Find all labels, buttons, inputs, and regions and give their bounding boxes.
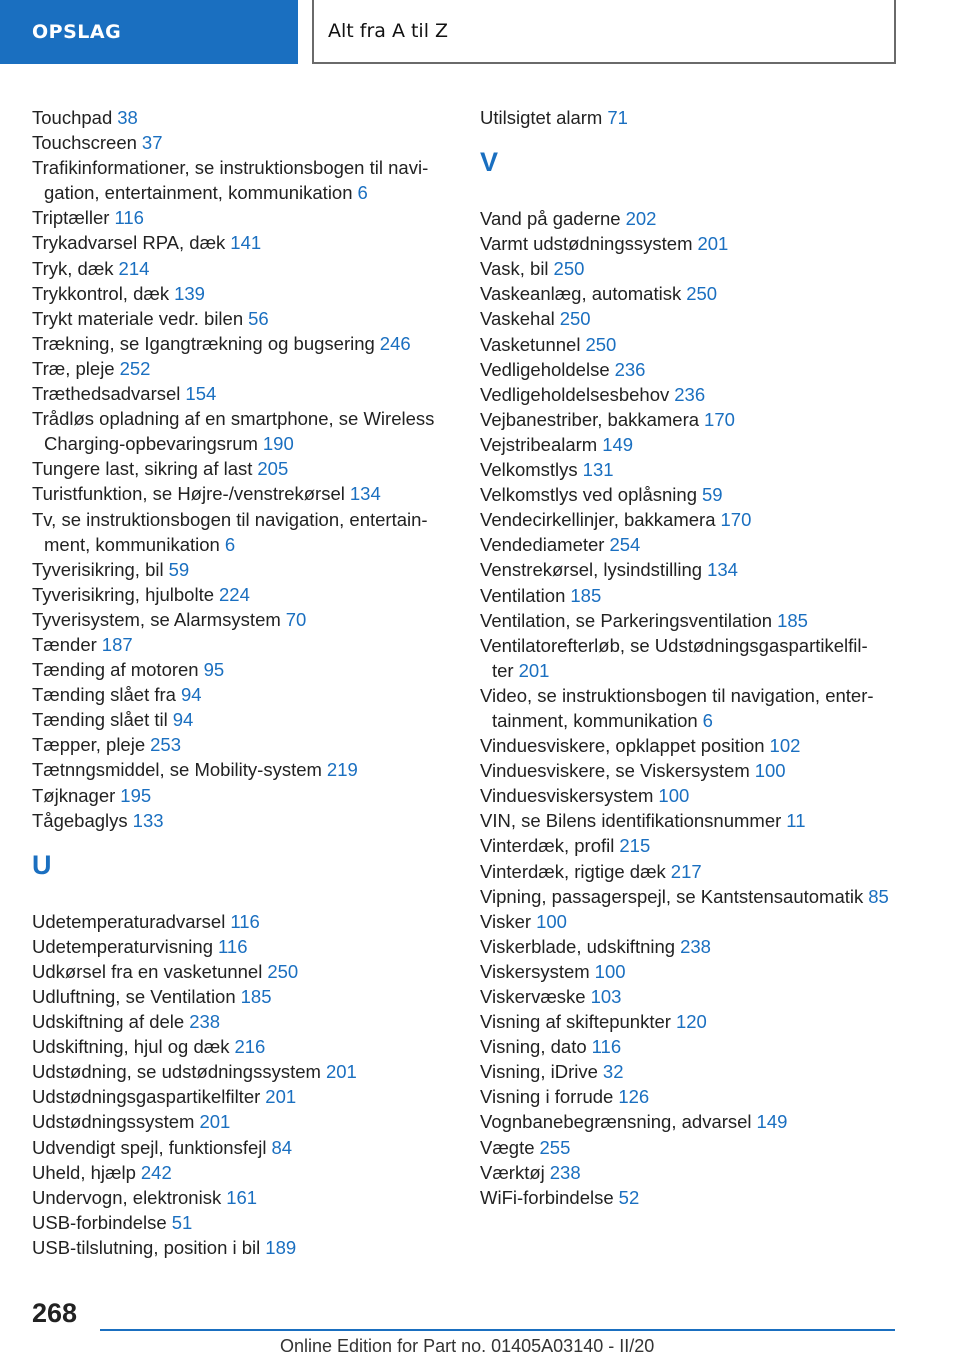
index-page-link[interactable]: 170 [720,509,752,531]
index-page-link[interactable]: 52 [618,1186,640,1208]
index-entry [480,884,910,909]
page-title: Alt fra A til Z [312,0,896,64]
index-page-link[interactable]: 149 [602,433,634,455]
index-entry-text: Udvendigt spejl, funktionsfejl [32,1136,267,1158]
index-entry-text: Vendecirkellinjer, bakkamera [480,509,716,531]
index-entry-text: Vognbanebegrænsning, advarsel [480,1111,752,1133]
index-entry-text: Trækning, se Igangtrækning og bugsering [32,332,375,354]
index-entry [32,632,462,657]
index-entry-text: Tryk, dæk [32,257,114,279]
index-letter-heading: U [32,849,52,880]
index-entry-text: Vejstribealarm [480,433,598,455]
index-entry-text: Utilsigtet alarm [480,107,603,128]
index-entry-text: Touchpad [32,107,113,128]
index-entry [480,1135,910,1160]
index-page-link[interactable]: 103 [590,986,622,1007]
index-page-link[interactable]: 219 [326,759,358,781]
index-page-link[interactable]: 252 [119,357,151,379]
index-page-link[interactable]: 133 [132,809,164,831]
index-entry [480,1160,910,1185]
index-entry [32,456,462,481]
index-entry [480,1185,910,1210]
index-page-link[interactable]: 116 [591,1036,622,1058]
index-entry [480,306,910,331]
index-page-link[interactable]: 70 [285,608,307,630]
index-page-link[interactable]: 134 [349,483,381,505]
index-page-link[interactable]: 131 [582,459,614,481]
index-page-link[interactable]: 38 [117,107,138,128]
index-entry [480,532,910,557]
index-entry [480,758,910,783]
index-entry-text: Tungere last, sikring af last [32,458,253,480]
index-entry [32,757,462,782]
index-entry-text: Viskervæske [480,986,586,1007]
index-entry [32,281,462,306]
index-entry-text: Turistfunktion, se Højre-/venstrekørsel [32,483,345,505]
index-entry [32,657,462,682]
index-page-link[interactable]: 59 [168,558,190,580]
index-entry [32,732,462,757]
index-entry [480,683,910,733]
index-entry [32,130,462,155]
index-entry [32,707,462,732]
index-entry [32,155,462,205]
index-entry [480,256,910,281]
page-number: 268 [32,1298,78,1328]
index-page-link[interactable]: 95 [203,659,225,681]
index-entry [32,1235,462,1260]
index-entry [32,783,462,808]
index-page-link[interactable]: 187 [101,633,133,655]
index-entry-text: Vedligeholdelsesbehov [480,383,670,405]
index-entry [480,783,910,808]
index-page-link[interactable]: 202 [625,208,657,230]
index-entry [480,959,910,984]
index-page-link[interactable]: 120 [675,1011,707,1033]
index-entry [32,205,462,230]
index-page-link[interactable]: 59 [701,484,723,506]
index-entry-text: USB-forbindelse [32,1211,167,1233]
index-entry-text: Vinterdæk, rigtige dæk [480,860,666,882]
index-page-link[interactable]: 217 [670,860,702,882]
index-page-link[interactable]: 141 [230,232,262,254]
index-entry-text: Trådløs opladning af en smartphone, se Wireless Charging-opbevaringsrum [32,408,435,455]
index-letter-heading: V [480,147,499,178]
index-entry-text: Vaskehal [480,308,555,330]
index-page-link[interactable]: 214 [118,257,150,279]
index-entry-text: Tyverisikring, bil [32,558,164,580]
index-entry [32,909,462,934]
index-entry-text: Vejbanestriber, bakkamera [480,408,700,430]
index-entry [32,1084,462,1109]
index-page-link[interactable]: 71 [607,107,628,128]
index-entry-text: Trykkontrol, dæk [32,282,170,304]
index-page-link[interactable]: 190 [262,433,294,455]
index-entry [480,1059,910,1084]
index-page-link[interactable]: 185 [777,609,808,631]
index-entry-text: Ventilation [480,584,566,606]
index-page-link[interactable]: 116 [230,910,260,932]
index-entry-text: Træthedsadvarsel [32,383,181,405]
index-entry-text: Udskiftning, hjul og dæk [32,1036,230,1058]
index-page-link[interactable]: 195 [120,784,152,806]
index-entry-text: Visker [480,910,532,932]
index-entry [32,1185,462,1210]
index-entry [32,1210,462,1235]
index-entry [32,356,462,381]
index-entry [32,381,462,406]
index-entry-text: Tænding af motoren [32,659,199,681]
index-entry-text: Varmt udstødningssystem [480,233,693,255]
index-entry-text: Velkomstlys [480,459,578,481]
index-entry [480,1084,910,1109]
index-page-link[interactable]: 100 [594,960,626,982]
index-page-link[interactable]: 116 [114,207,144,229]
index-entry-text: Vipning, passagerspejl, se Kantstensautomatik [480,885,864,907]
index-entry [32,582,462,607]
index-entry-text: Vinduesviskersystem [480,785,654,807]
index-entry-text: Triptæller [32,207,110,229]
index-page-link[interactable]: 238 [680,935,711,957]
index-page-link[interactable]: 242 [140,1161,172,1183]
index-entry-text: Ventilation, se Parkeringsventilation [480,609,773,631]
index-page-link[interactable]: 161 [226,1186,258,1208]
index-page-link[interactable]: 250 [559,308,591,330]
index-entry [32,1160,462,1185]
index-page-link[interactable]: 134 [707,559,738,581]
index-entry [32,1109,462,1134]
index-entry [480,608,910,633]
index-entry-text: Tæpper, pleje [32,734,146,756]
index-entry [32,481,462,506]
index-entry-text: Ventilatorefterløb, se Udstødningsgaspartikelfilter [480,634,868,681]
index-entry [480,808,910,833]
index-entry [480,934,910,959]
index-entry [32,256,462,281]
index-entry [480,1009,910,1034]
index-entry [480,859,910,884]
index-entry-text: Vand på gaderne [480,208,621,230]
index-page-link[interactable]: 100 [754,760,786,782]
index-entry [480,357,910,382]
index-entry-text: Viskerblade, udskiftning [480,935,676,957]
index-entry-text: Vinduesviskere, opklappet position [480,735,765,757]
index-page-link[interactable]: 11 [786,810,806,832]
index-entry [32,959,462,984]
index-entry [480,482,910,507]
index-page-link[interactable]: 238 [189,1011,221,1033]
index-entry-text: Vinduesviskere, se Viskersystem [480,760,750,782]
index-entry-text: Tågebaglys [32,809,128,831]
index-page-link[interactable]: 246 [379,332,411,354]
index-entry-text: Visning, dato [480,1036,587,1058]
index-entry-text: Trafikinformationer, se instruktionsbogen til navigation, entertainment, kommunikation [32,157,429,204]
index-entry [32,306,462,331]
index-entry-text: Undervogn, elektronisk [32,1186,222,1208]
index-entry [32,406,462,456]
index-entry [32,1135,462,1160]
index-entry-text: WiFi-forbindelse [480,1186,614,1208]
index-page-link[interactable]: 6 [357,182,368,204]
index-entry-text: Udetemperaturadvarsel [32,910,226,932]
index-entry [480,733,910,758]
index-entry-text: Udstødningsgaspartikelfilter [32,1086,261,1108]
index-page-link[interactable]: 32 [602,1061,624,1083]
index-entry [480,507,910,532]
index-entry [32,808,462,833]
index-entry-text: Trykt materiale vedr. bilen [32,307,244,329]
index-entry-text: Velkomstlys ved oplåsning [480,484,697,506]
index-entry [32,682,462,707]
index-page-link[interactable]: 100 [658,785,690,807]
index-entry [32,230,462,255]
index-page-link[interactable]: 116 [217,935,248,957]
index-entry [32,557,462,582]
edition-footer: Online Edition for Part no. 01405A03140 - II/20 [280,1336,655,1356]
index-entry-text: Udstødningssystem [32,1111,195,1133]
index-page-link[interactable]: 126 [618,1086,650,1108]
index-entry-text: Udetemperaturvisning [32,935,213,957]
index-entry-text: Vedligeholdelse [480,358,610,380]
index-entry [480,281,910,306]
index-entry-text: Visning i forrude [480,1086,614,1108]
index-column-left [32,105,462,1260]
index-entry-text: Visning af skiftepunkter [480,1011,671,1033]
index-page-link[interactable]: 236 [614,358,646,380]
index-page-link[interactable]: 170 [704,408,735,430]
index-entry-text: Video, se instruktionsbogen til navigation, entertainment, kommunikation [480,684,874,731]
index-page-link[interactable]: 215 [619,835,651,857]
index-page-link[interactable]: 94 [172,709,194,731]
index-entry-text: Træ, pleje [32,357,115,379]
index-entry-text: Uheld, hjælp [32,1161,136,1183]
index-column-right [480,105,910,1210]
index-entry [480,382,910,407]
index-entry-text: Touchscreen [32,132,137,154]
index-page-link[interactable]: 250 [553,258,585,280]
index-entry [32,607,462,632]
index-page-link[interactable]: 189 [265,1236,297,1258]
index-page-link[interactable]: 253 [150,734,181,756]
index-entry [480,332,910,357]
index-entry [480,1109,910,1134]
index-entry-text: Vendediameter [480,534,605,556]
index-entry [480,407,910,432]
index-page-link[interactable]: 224 [219,583,250,605]
index-entry [32,1009,462,1034]
index-entry-text: Tv, se instruktionsbogen til navigation, entertainment, kommunikation [32,508,428,555]
index-entry [32,984,462,1009]
index-entry [480,105,910,130]
index-page-link[interactable]: 149 [756,1111,788,1133]
index-page-link[interactable]: 250 [686,283,718,305]
index-entry-text: Udkørsel fra en vasketunnel [32,960,263,982]
index-entry-text: Tænding slået til [32,709,168,731]
index-page-link[interactable]: 201 [265,1086,297,1108]
index-page-link[interactable]: 201 [199,1111,231,1133]
index-entry [32,507,462,557]
index-page-link[interactable]: 201 [518,659,550,681]
index-page-link[interactable]: 102 [769,735,801,757]
index-entry [480,909,910,934]
index-entry-text: Visning, iDrive [480,1061,598,1083]
index-page-link[interactable]: 94 [180,684,202,706]
index-entry-text: Viskersystem [480,960,590,982]
index-page-link[interactable]: 6 [224,533,236,555]
index-page-link[interactable]: 254 [609,534,641,556]
index-page-link[interactable]: 100 [536,910,567,932]
index-entry-text: Tøjknager [32,784,116,806]
index-entry-text: Tyverisystem, se Alarmsystem [32,608,281,630]
index-entry-text: Vask, bil [480,258,549,280]
index-entry [480,984,910,1009]
index-entry-text: VIN, se Bilens identifikationsnummer [480,810,782,832]
index-page-link[interactable]: 139 [174,282,205,304]
index-entry [480,1034,910,1059]
index-page-link[interactable]: 205 [257,458,289,480]
index-entry [480,583,910,608]
index-entry [480,833,910,858]
index-entry-text: Tætnngsmiddel, se Mobility-system [32,759,322,781]
index-entry-text: Tænding slået fra [32,684,176,706]
index-entry-text: Udluftning, se Ventilation [32,986,236,1007]
index-entry-text: Trykadvarsel RPA, dæk [32,232,226,254]
index-entry [480,457,910,482]
index-page-link[interactable]: 6 [702,709,713,731]
index-entry [480,633,910,683]
index-entry-text: Venstrekørsel, lysindstilling [480,559,703,581]
index-page-link[interactable]: 201 [325,1061,357,1083]
index-entry [32,331,462,356]
index-entry-text: Tyverisikring, hjulbolte [32,583,214,605]
index-page-link[interactable]: 255 [539,1136,571,1158]
index-entry [480,231,910,256]
index-page-link[interactable]: 250 [585,333,617,355]
index-page-link[interactable]: 85 [868,885,889,907]
section-tab: OPSLAG [0,0,298,64]
index-entry [480,432,910,457]
index-entry-text: Vinterdæk, profil [480,835,615,857]
index-entry-text: Vægte [480,1136,535,1158]
index-page-link[interactable]: 84 [271,1136,293,1158]
index-entry [480,206,910,231]
index-page-link[interactable]: 238 [549,1161,581,1183]
index-entry-text: Udskiftning af dele [32,1011,185,1033]
index-page-link[interactable]: 236 [674,383,706,405]
index-entry-text: USB-tilslutning, position i bil [32,1236,261,1258]
index-page-link[interactable]: 51 [171,1211,193,1233]
index-entry-text: Værktøj [480,1161,545,1183]
index-entry [32,1034,462,1059]
index-entry [32,1059,462,1084]
index-entry-text: Vasketunnel [480,333,581,355]
index-page-link[interactable]: 56 [248,307,269,329]
index-entry [32,934,462,959]
index-entry-text: Vaskeanlæg, automatisk [480,283,682,305]
index-entry-text: Udstødning, se udstødningssystem [32,1061,321,1083]
index-page-link[interactable]: 154 [185,383,217,405]
index-entry-text: Tænder [32,633,97,655]
index-page-link[interactable]: 185 [240,986,272,1007]
index-entry [32,105,462,130]
index-page-link[interactable]: 185 [570,584,602,606]
index-page-link[interactable]: 37 [141,132,163,154]
index-entry [480,557,910,582]
index-page-link[interactable]: 216 [234,1036,266,1058]
index-page-link[interactable]: 201 [697,233,729,255]
index-page-link[interactable]: 250 [267,960,299,982]
